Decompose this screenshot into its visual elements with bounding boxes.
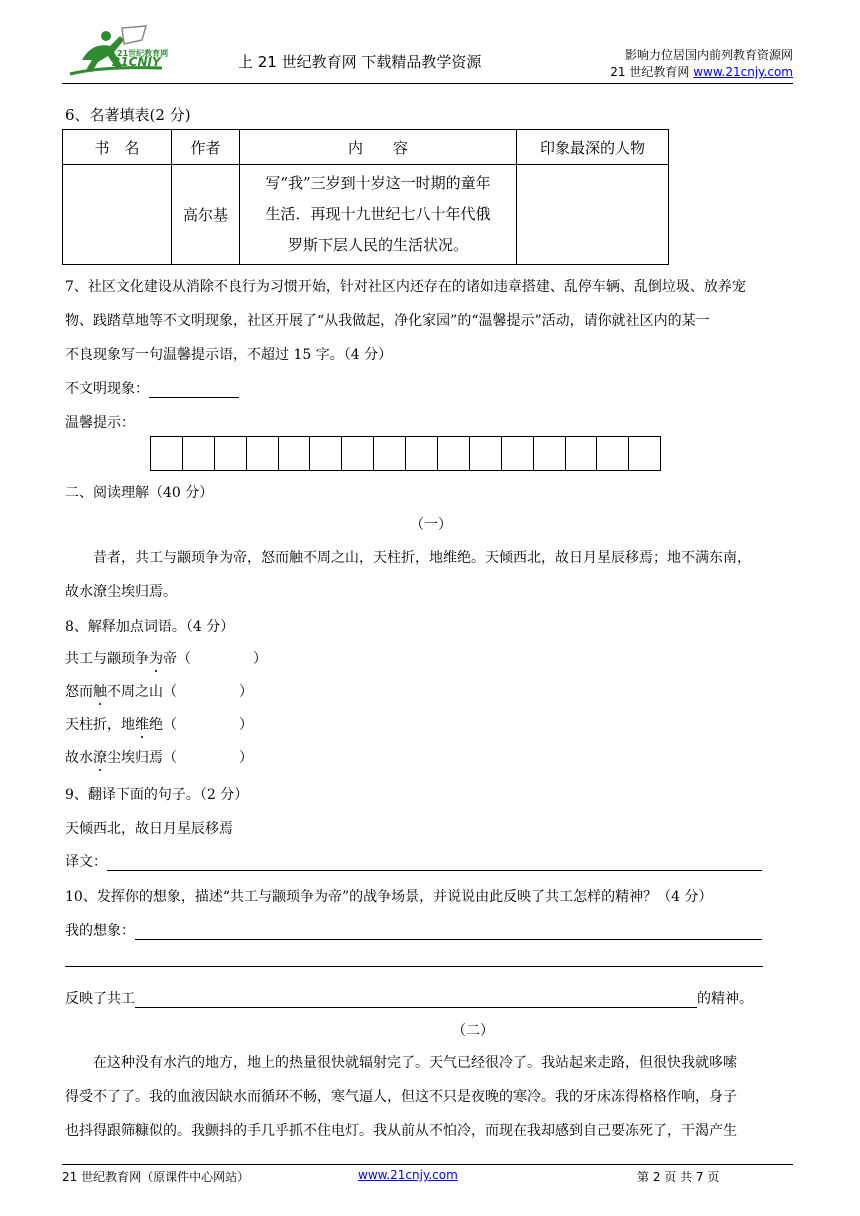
q8-title: 8、解释加点词语。（4 分） xyxy=(65,619,235,635)
th-book: 书 名 xyxy=(63,130,172,165)
q10-title: 10、发挥你的想象，描述“共工与颛顼争为帝”的战争场景，并说说由此反映了共工怎样的精神？（4 分） xyxy=(65,889,713,905)
q10-reflect-row xyxy=(65,988,753,1008)
uncivil-label: 不文明现象： xyxy=(65,381,149,397)
q9-title: 9、翻译下面的句子。（2 分） xyxy=(65,787,249,803)
footer-rule xyxy=(62,1164,793,1165)
part2-line-2: 得受不了了。我的血液因缺水而循环不畅，寒气逼人，但这不只是夜晚的寒冷。我的牙床冻得格格作响，身子 xyxy=(65,1089,737,1105)
th-content: 内 容 xyxy=(240,130,517,165)
footer-link[interactable]: www.21cnjy.com xyxy=(358,1168,458,1182)
cell-book[interactable] xyxy=(63,165,172,265)
header-title: 上 21 世纪教育网 下载精品教学资源 xyxy=(238,53,482,71)
q9-translation-row xyxy=(65,851,762,871)
cell-content: 写“我”三岁到十岁这一时期的童年 生活．再现十九世纪七八十年代俄 罗斯下层人民的生活状况。 xyxy=(240,165,517,265)
cell-author: 高尔基 xyxy=(172,165,240,265)
header-site-line: 21 世纪教育网 www.21cnjy.com xyxy=(610,65,793,79)
q8-item-4: 故水潦尘埃归焉（ ） xyxy=(65,750,253,766)
q7-line-2: 物、践踏草地等不文明现象，社区开展了“从我做起，净化家园”的“温馨提示”活动，请你就社区内的某一 xyxy=(65,313,710,329)
uncivil-row xyxy=(65,378,239,398)
header-site-link[interactable]: www.21cnjy.com xyxy=(693,65,793,79)
logo-text-bottom: 21CNJY xyxy=(112,55,161,69)
header-slogan: 影响力位居国内前列教育资源网 xyxy=(624,48,793,62)
th-author: 作者 xyxy=(172,130,240,165)
passage-line-2: 故水潦尘埃归焉。 xyxy=(65,584,177,600)
part2-title: （二） xyxy=(452,1023,494,1039)
part1-title: （一） xyxy=(410,517,452,533)
header-right xyxy=(610,47,793,81)
q7-line-1: 7、社区文化建设从消除不良行为习惯开始，针对社区内还存在的诸如违章搭建、乱停车辆、乱倒垃圾、放养宠 xyxy=(65,279,746,295)
q8-item-3: 天柱折，地维绝（ ） xyxy=(65,717,253,733)
th-character: 印象最深的人物 xyxy=(517,130,669,165)
uncivil-blank[interactable] xyxy=(149,383,239,398)
reflect-suffix: 的精神。 xyxy=(697,991,753,1007)
footer-left: 21 世纪教育网（原课件中心网站） xyxy=(62,1170,250,1184)
q8-item-1: 共工与颛顼争为帝（ ） xyxy=(65,651,267,667)
translation-blank[interactable] xyxy=(107,856,762,871)
translation-label: 译文： xyxy=(65,854,107,870)
cell-character[interactable] xyxy=(517,165,669,265)
works-table xyxy=(62,129,669,265)
tip-boxes[interactable] xyxy=(150,436,661,471)
reflect-blank[interactable] xyxy=(135,993,697,1008)
header-rule xyxy=(62,83,793,84)
imagine-label: 我的想象： xyxy=(65,923,135,939)
imagine-blank-1[interactable] xyxy=(135,925,762,940)
q10-imagine-row xyxy=(65,920,762,940)
q9-sentence: 天倾西北，故日月星辰移焉 xyxy=(65,821,233,837)
logo xyxy=(62,22,182,82)
q7-line-3: 不良现象写一句温馨提示语，不超过 15 字。（4 分） xyxy=(65,347,393,363)
q8-item-2: 怒而触不周之山（ ） xyxy=(65,684,253,700)
section2-title: 二、阅读理解（40 分） xyxy=(65,485,214,501)
reflect-label: 反映了共工 xyxy=(65,991,135,1007)
part2-line-1: 在这种没有水汽的地方，地上的热量很快就辐射完了。天气已经很冷了。我站起来走路，但很快我就哆嗦 xyxy=(93,1055,737,1071)
logo-text-top: 21世纪教育网 xyxy=(117,49,169,58)
part2-line-3: 也抖得跟筛糠似的。我颤抖的手几乎抓不住电灯。我从前从不怕冷，而现在我却感到自己要冻死了，干渴产生 xyxy=(65,1123,737,1139)
imagine-blank-2[interactable] xyxy=(65,966,763,967)
footer-center xyxy=(358,1168,458,1182)
footer-page: 第 2 页 共 7 页 xyxy=(637,1170,720,1184)
q6-title: 6、名著填表(2 分) xyxy=(65,106,191,124)
tip-label: 温馨提示： xyxy=(65,415,135,431)
passage-line-1: 昔者，共工与颛顼争为帝，怒而触不周之山，天柱折，地维绝。天倾西北，故日月星辰移焉；地不满东南， xyxy=(93,550,751,566)
